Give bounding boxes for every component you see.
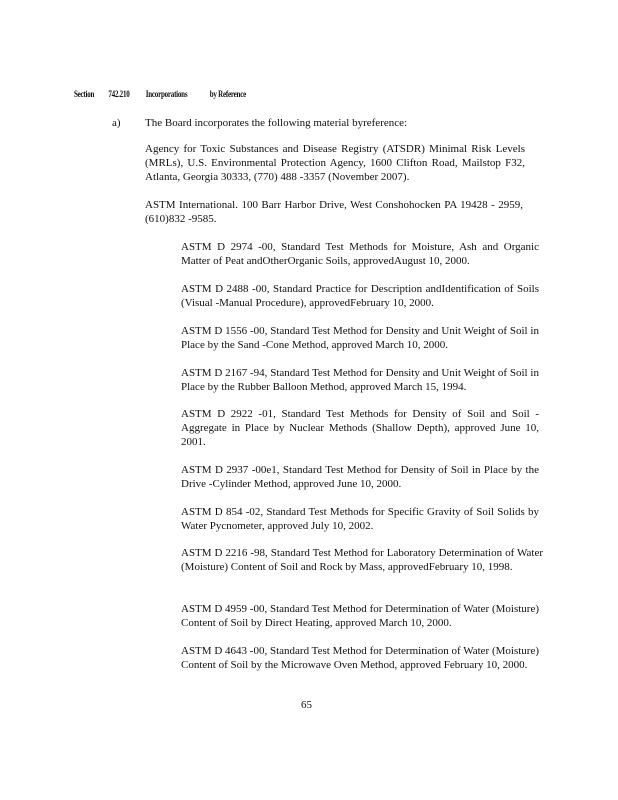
section-label: Section — [74, 89, 95, 99]
astm-address: ASTM International. 100 Barr Harbor Drive, West Conshohocken PA 19428 - 2959, (610)832 -9585. — [145, 199, 523, 225]
standard-item: ASTM D 2922 -01, Standard Test Methods for Density of Soil and Soil - Aggregate in Place by Nuclear Methods (Shallow Depth), approved June 10, 2001. — [181, 408, 539, 448]
page-number: 65 — [301, 699, 312, 711]
section-title-word2: by Reference — [209, 89, 246, 99]
standard-item: ASTM D 2937 -00e1, Standard Test Method for Density of Soil in Place by the Drive -Cylinder Method, approved June 10, 2000. — [181, 464, 539, 490]
atsdr-reference: Agency for Toxic Substances and Disease Registry (ATSDR) Minimal Risk Levels (MRLs), U.S. Environmental Protection Agency, 1600 Clifton Road, Mailstop F32, Atlanta, Georgia 30333, (770) 488 -3357 (November 2007). — [145, 143, 525, 183]
section-title-word1: Incorporations — [145, 89, 188, 99]
subsection-intro: The Board incorporates the following material byreference: — [145, 117, 408, 129]
standard-item: ASTM D 2167 -94, Standard Test Method for Density and Unit Weight of Soil in Place by the Rubber Balloon Method, approved March 15, 1994. — [181, 367, 539, 393]
subsection-label: a) — [112, 117, 121, 129]
standard-item: ASTM D 1556 -00, Standard Test Method for Density and Unit Weight of Soil in Place by the Sand -Cone Method, approved March 10, 2000. — [181, 325, 539, 351]
standard-item: ASTM D 2974 -00, Standard Test Methods for Moisture, Ash and Organic Matter of Peat andOtherOrganic Soils, approvedAugust 10, 2000. — [181, 241, 539, 267]
standard-item: ASTM D 4959 -00, Standard Test Method for Determination of Water (Moisture) Content of Soil by Direct Heating, approved March 10, 2000. — [181, 603, 539, 629]
standard-item: ASTM D 854 -02, Standard Test Methods for Specific Gravity of Soil Solids by Water Pycnometer, approved July 10, 2002. — [181, 506, 539, 532]
standard-item: ASTM D 2216 -98, Standard Test Method for Laboratory Determination of Water (Moisture) Content of Soil and Rock by Mass, approvedFebruary 10, 1998. — [181, 547, 543, 573]
standard-item: ASTM D 4643 -00, Standard Test Method for Determination of Water (Moisture) Content of Soil by the Microwave Oven Method, approved February 10, 2000. — [181, 645, 539, 671]
section-number: 742.210 — [108, 89, 130, 99]
section-heading — [74, 89, 246, 99]
standard-item: ASTM D 2488 -00, Standard Practice for Description andIdentification of Soils (Visual -Manual Procedure), approvedFebruary 10, 2000. — [181, 283, 539, 309]
